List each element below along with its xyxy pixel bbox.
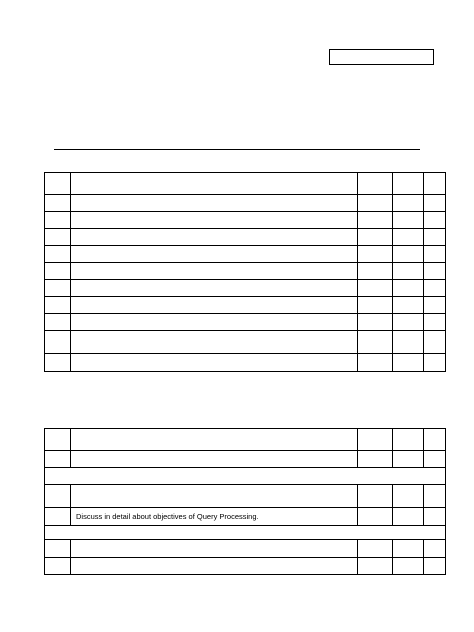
question-cell — [71, 451, 358, 468]
section-divider-cell — [45, 526, 446, 540]
qno-cell — [45, 229, 71, 246]
qno-cell — [45, 558, 71, 575]
co-cell — [393, 246, 424, 263]
question-cell — [71, 558, 358, 575]
bl-cell — [424, 229, 446, 246]
co-cell — [393, 485, 424, 508]
question-cell — [71, 331, 358, 354]
table-row — [45, 485, 446, 508]
table-row — [45, 558, 446, 575]
qno-cell — [45, 451, 71, 468]
table-row — [45, 229, 446, 246]
co-cell — [393, 263, 424, 280]
co-cell — [393, 331, 424, 354]
bl-cell — [424, 429, 446, 451]
qno-cell — [45, 246, 71, 263]
question-cell — [71, 354, 358, 372]
qno-cell — [45, 173, 71, 195]
marks-cell — [358, 297, 393, 314]
table-row — [45, 212, 446, 229]
co-cell — [393, 540, 424, 558]
bl-cell — [424, 246, 446, 263]
bl-cell — [424, 485, 446, 508]
co-cell — [393, 508, 424, 526]
table-row — [45, 195, 446, 212]
qno-cell — [45, 280, 71, 297]
table-row — [45, 263, 446, 280]
qno-cell — [45, 331, 71, 354]
question-cell — [71, 246, 358, 263]
qno-cell — [45, 297, 71, 314]
section-divider-row — [45, 526, 446, 540]
bl-cell — [424, 540, 446, 558]
co-cell — [393, 173, 424, 195]
qno-cell — [45, 314, 71, 331]
bl-cell — [424, 263, 446, 280]
question-cell — [71, 195, 358, 212]
question-cell — [71, 229, 358, 246]
bl-cell — [424, 173, 446, 195]
marks-cell — [358, 173, 393, 195]
bl-cell — [424, 354, 446, 372]
question-cell — [71, 173, 358, 195]
co-cell — [393, 229, 424, 246]
marks-cell — [358, 558, 393, 575]
table-row — [45, 331, 446, 354]
bl-cell — [424, 451, 446, 468]
bl-cell — [424, 280, 446, 297]
marks-cell — [358, 314, 393, 331]
qno-cell — [45, 429, 71, 451]
table-row — [45, 508, 446, 526]
table-row — [45, 280, 446, 297]
marks-cell — [358, 212, 393, 229]
co-cell — [393, 354, 424, 372]
question-cell — [71, 485, 358, 508]
co-cell — [393, 314, 424, 331]
section-divider-cell — [45, 468, 446, 485]
marks-cell — [358, 263, 393, 280]
qno-cell — [45, 263, 71, 280]
co-cell — [393, 558, 424, 575]
table-row — [45, 173, 446, 195]
question-cell — [71, 297, 358, 314]
table-row — [45, 354, 446, 372]
marks-cell — [358, 540, 393, 558]
marks-cell — [358, 195, 393, 212]
bl-cell — [424, 558, 446, 575]
co-cell — [393, 297, 424, 314]
question-table-part-a — [44, 172, 446, 372]
qno-cell — [45, 485, 71, 508]
question-text: Discuss in detail about objectives of Query Processing. — [71, 508, 358, 526]
qno-cell — [45, 212, 71, 229]
marks-cell — [358, 451, 393, 468]
qno-cell — [45, 195, 71, 212]
bl-cell — [424, 297, 446, 314]
marks-cell — [358, 508, 393, 526]
marks-cell — [358, 429, 393, 451]
marks-cell — [358, 246, 393, 263]
question-cell — [71, 280, 358, 297]
qno-cell — [45, 508, 71, 526]
question-cell — [71, 429, 358, 451]
table-row — [45, 297, 446, 314]
marks-cell — [358, 331, 393, 354]
table-row — [45, 246, 446, 263]
question-table-part-b — [44, 428, 446, 575]
bl-cell — [424, 314, 446, 331]
table-row — [45, 314, 446, 331]
co-cell — [393, 280, 424, 297]
table-row — [45, 540, 446, 558]
co-cell — [393, 195, 424, 212]
co-cell — [393, 429, 424, 451]
marks-cell — [358, 280, 393, 297]
marks-cell — [358, 354, 393, 372]
bl-cell — [424, 195, 446, 212]
question-cell — [71, 212, 358, 229]
section-divider-row — [45, 468, 446, 485]
marks-cell — [358, 485, 393, 508]
table-row — [45, 451, 446, 468]
co-cell — [393, 212, 424, 229]
co-cell — [393, 451, 424, 468]
bl-cell — [424, 212, 446, 229]
qno-cell — [45, 354, 71, 372]
qno-cell — [45, 540, 71, 558]
question-cell — [71, 314, 358, 331]
question-cell — [71, 540, 358, 558]
bl-cell — [424, 508, 446, 526]
bl-cell — [424, 331, 446, 354]
question-cell — [71, 263, 358, 280]
marks-cell — [358, 229, 393, 246]
table-row — [45, 429, 446, 451]
header-code-box — [329, 49, 434, 65]
title-underline — [54, 149, 420, 150]
